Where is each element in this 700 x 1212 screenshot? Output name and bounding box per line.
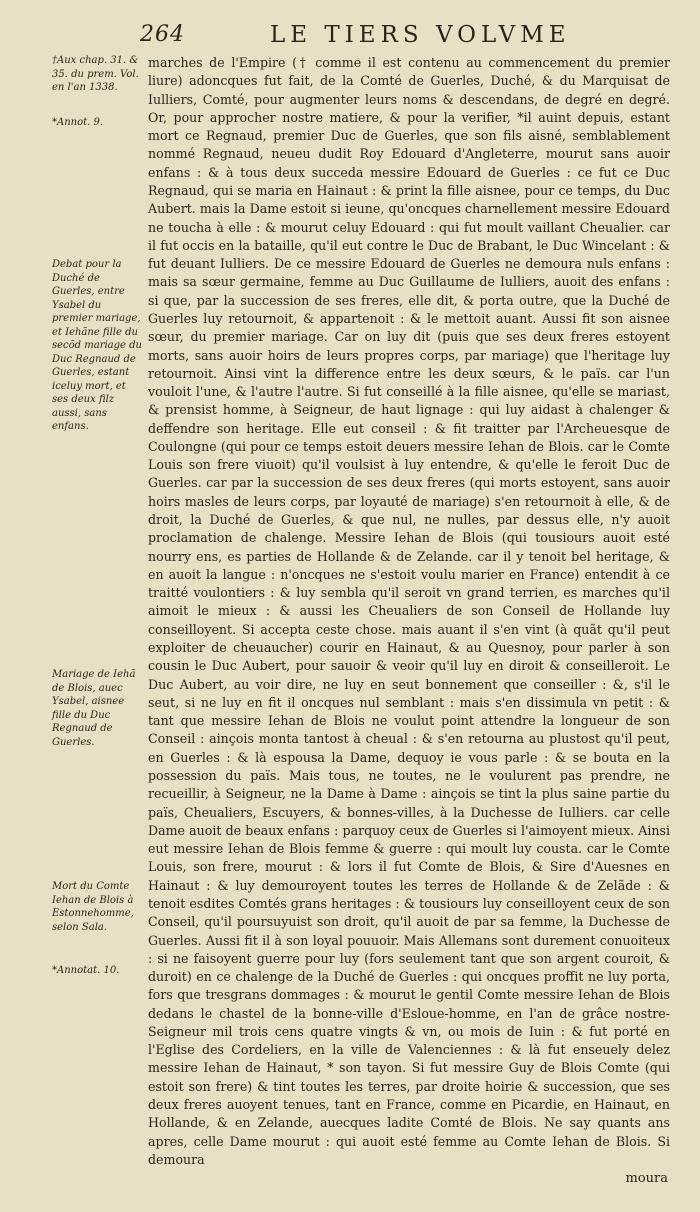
page-number: 264 bbox=[140, 22, 185, 47]
margin-note: †Aux chap. 31. & 35. du prem. Vol. en l'an 1338. bbox=[52, 55, 139, 93]
margin-note: Debat pour la Duché de Guerles, entre Ysabel du premier mariage, et Iehãne fille du secõd mariage du Duc Regnaud de Guerles, estant iceluy mort, et ses deux filz aussi, sans enfans. bbox=[52, 259, 142, 432]
main-text-column bbox=[148, 54, 670, 1169]
body-paragraph: marches de l'Empire († comme il est contenu au commencement du premier liure) adoncques fut fait, de la Comté de Guerles, Duché, & du Marquisat de Iulliers, Comté, pour augmenter leurs noms & descendans, de degré en degré. Or, pour approcher nostre matiere, & pour la verifier, *il auint depuis, estant mort ce Regnaud, premier Duc de Guerles, que son fils aisné, semblablement nommé Regnaud, neueu dudit Roy Edouard d'Angleterre, mourut sans auoir enfans : & à tous deux succeda messire Edouard de Guerles : ce fut ce Duc Regnaud, qui se maria en Hainaut : & print la fille aisnee, pour ce temps, du Duc Aubert. mais la Dame estoit si ieune, qu'oncques charnellement messire Edouard ne toucha à elle : & mourut celuy Edouard : qui fut moult vaillant Cheualier. car il fut occis en la bataille, qu'il eut contre le Duc de Brabant, le Duc Wincelant : & fut deuant Iulliers. De ce messire Edouard de Guerles ne demoura nuls enfans : mais sa sœur germaine, femme au Duc Guillaume de Iulliers, auoit des enfans : si que, par la succession de ses freres, elle dit, & porta outre, que la Duché de Guerles luy retournoit, & appartenoit : & le mettoit auant. Aussi fit son aisnee sœur, du premier mariage. Car on luy dit (puis que ses deux freres estoyent morts, sans auoir hoirs de leurs propres corps, par mariage) que l'heritage luy retournoit. Ainsi vint la difference entre les deux sœurs, & le païs. car l'un vouloit l'une, & l'autre l'autre. Si fut conseillé à la fille aisnee, qu'elle se mariast, & prensist homme, à Seigneur, de haut lignage : qui luy aidast à chalenger & deffendre son heritage. Elle eut conseil : & fit traitter par l'Archeuesque de Coulongne (qui pour ce temps estoit deuers messire Iehan de Blois. car le Comte Louis son frere viuoit) qu'il voulsist à luy entendre, & qu'elle le feroit Duc de Guerles. car par la succession de ses deux freres (qui morts estoyent, sans auoir hoirs masles de leurs corps, par loyauté de mariage) s'en retournoit à elle, & de droit, la Duché de Guerles, & que nul, ne nulles, par dessus elle, n'y auoit proclamation de chalenge. Messire Iehan de Blois (qui tousiours auoit esté nourry ens, es parties de Hollande & de Zelande. car il y tenoit bel heritage, & en auoit la langue : n'oncques ne s'estoit voulu marier en France) entendit à ce traitté voulontiers : & luy sembla qu'il seroit vn grand terrien, es marches qu'il aimoit le mieux : & aussi les Cheualiers de son Conseil de Hollande luy conseilloyent. Si accepta ceste chose. mais auant il s'en vint (à quãt qu'il peut exploiter de cheuaucher) courir en Hainaut, & au Quesnoy, pour parler à son cousin le Duc Aubert, pour sauoir & veoir qu'il luy en diroit & conseilleroit. Le Duc Aubert, au voir dire, ne luy en seut bonnement que conseiller : &, s'il le seut, si ne luy en fit il oncques nul semblant : mais s'en dissimula vn petit : & tant que messire Iehan de Blois ne voulut point attendre la longueur de son Conseil : ainçois monta tantost à cheual : & s'en retourna au plustost qu'il peut, en Guerles : & là espousa la Dame, dequoy ie vous parle : & se bouta en la possession du païs. Mais tous, ne toutes, ne le voulurent pas prendre, ne recueillir, à Seigneur, ne la Dame à Dame : ainçois se tint la plus saine partie du païs, Cheualiers, Escuyers, & bonnes-villes, à la Duchesse de Iulliers. car celle Dame auoit de beaux enfans : parquoy ceux de Guerles si l'aimoyent mieux. Ainsi eut messire Iehan de Blois femme & guerre : qui moult luy cousta. car le Comte Louis, son frere, mourut : & lors il fut Comte de Blois, & Sire d'Auesnes en Hainaut : & luy demouroyent toutes les terres de Hollande & de Zelãde : & tenoit esdites Comtés grans heritages : & tousiours luy conseilloyent ceux de son Conseil, qu'il poursuyuist son droit, qu'il auoit de par sa femme, la Duchesse de Guerles. Aussi fit il à son loyal pouuoir. Mais Allemans sont durement conuoiteux : si ne faisoyent guerre pour luy (fors seulement tant que son argent couroit, & duroit) en ce chalenge de la Duché de Guerles : qui oncques proffit ne luy porta, fors que tresgrans dommages : & mourut le gentil Comte messire Iehan de Blois dedans le chastel de la bonne-ville d'Esloue-homme, en l'an de grâce nostre-Seigneur mil trois cens quatre vingts & vn, ou mois de Iuin : & fut porté en l'Eglise des Cordeliers, en la ville de Valenciennes : & là fut enseuely delez messire Iehan de Hainaut, * son tayon. Si fut messire Guy de Blois Comte (qui estoit son frere) & tint toutes les terres, par droite hoirie & succession, que ses deux freres auoyent tenues, tant en France, comme en Picardie, en Hainaut, en Hollande, & en Zelande, auecques ladite Comté de Blois. Ne say quants ans apres, celle Dame mourut : qui auoit esté femme au Comte Iehan de Blois. Si demoura bbox=[148, 55, 670, 1167]
running-title: LE TIERS VOLVME bbox=[270, 22, 571, 48]
margin-note: *Annot. 9. bbox=[52, 117, 104, 128]
margin-note: Mort du Comte Iehan de Blois à Estonnehomme, selon Sala. bbox=[52, 881, 134, 933]
margin-note: *Annotat. 10. bbox=[52, 965, 120, 976]
running-head bbox=[60, 22, 690, 52]
margin-note: Mariage de Iehã de Blois, auec Ysabel, aisnee fille du Duc Regnaud de Guerles. bbox=[52, 669, 136, 748]
catchword: moura bbox=[625, 1171, 668, 1186]
